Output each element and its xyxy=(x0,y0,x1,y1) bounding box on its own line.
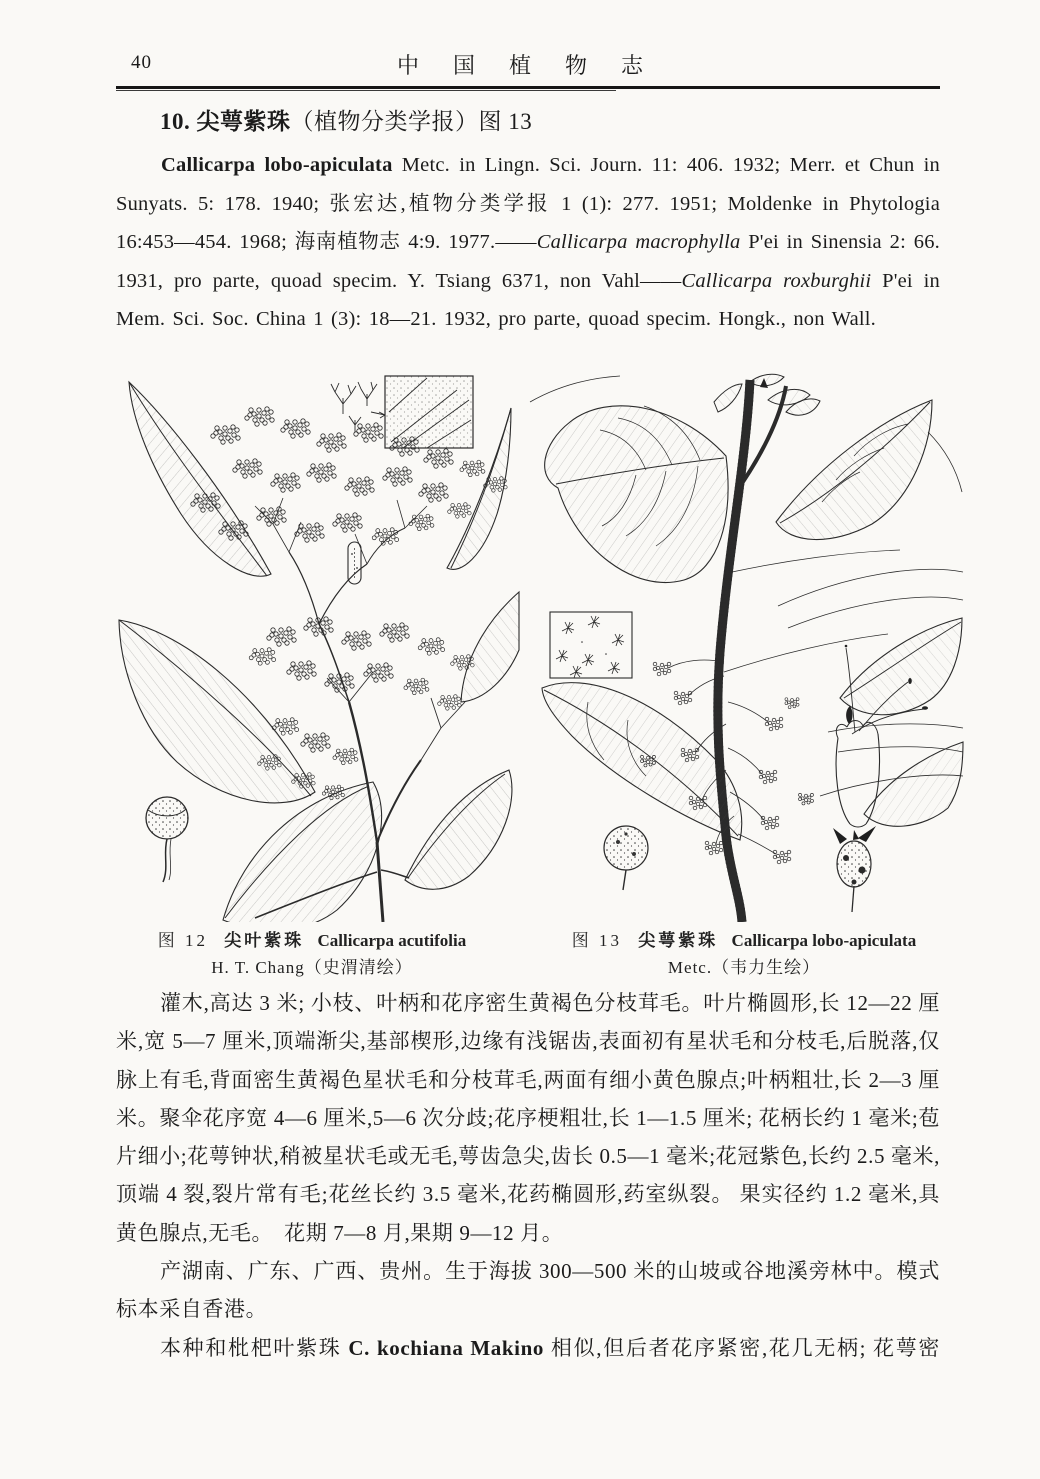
figure-13-illustration xyxy=(528,372,964,922)
leaves xyxy=(119,382,519,922)
morphology-paragraph: 灌木,高达 3 米; 小枝、叶柄和花序密生黄褐色分枝茸毛。叶片椭圆形,长 12—22 厘米,宽 5—7 厘米,顶端渐尖,基部楔形,边缘有浅锯齿,表面初有星状毛和分枝毛,后脱落,仅脉上有毛,背面密生黄褐色星状毛和分枝茸毛,两面有细小黄色腺点;叶柄粗壮,长 2—3 厘米。聚伞花序宽 4—6 厘米,5—6 次分歧;花序梗粗壮,长 1—1.5 厘米; 花柄长约 1 毫米;苞片细小;花萼钟状,稍被星状毛或无毛,萼齿急尖,齿长 0.5—1 毫米;花冠紫色,长约 2.5 毫米,顶端 4 裂,裂片常有毛;花丝长约 3.5 毫米,花药椭圆形,药室纵裂。 果实径约 1.2 毫米,具黄色腺点,无毛。 花期 7—8 月,果期 9—12 月。 xyxy=(116,991,940,1245)
description-section xyxy=(116,984,940,1367)
stellate-hair-detail-box xyxy=(550,612,632,678)
journal-title: 中国植物志 xyxy=(396,53,677,78)
figure-12-latin-name: Callicarpa acutifolia xyxy=(317,931,467,950)
figure-13-chinese-name: 尖萼紫珠 xyxy=(638,931,719,950)
figure-12-caption xyxy=(108,927,516,981)
figure-13-caption xyxy=(532,927,956,981)
figure-13-credit: Metc.（韦力生绘） xyxy=(667,958,821,977)
distribution-paragraph: 产湖南、广东、广西、贵州。生于海拔 300—500 米的山坡或谷地溪旁林中。模式标本采自香港。 xyxy=(116,1259,940,1322)
page-number: 40 xyxy=(131,52,152,73)
figure-13-latin-name: Callicarpa lobo-apiculata xyxy=(731,931,917,950)
figure-12-chinese-name: 尖叶紫珠 xyxy=(224,931,305,950)
figure-13-caption-line1 xyxy=(532,927,956,954)
comparison-paragraph: 本种和枇杷叶紫珠 C. kochiana Makino 相似,但后者花序紧密,花几无柄; 花萼密 xyxy=(160,1335,940,1360)
header-rule xyxy=(116,86,940,89)
fruit-detail xyxy=(604,826,648,890)
figure-12-label: 图 12 xyxy=(157,931,208,950)
figure-13-label: 图 13 xyxy=(571,931,623,950)
species-heading: 10. 尖萼紫珠（植物分类学报）图 13 xyxy=(160,109,533,134)
synonymy-paragraph: Callicarpa lobo-apiculata Metc. in Lingn. Sci. Journ. 11: 406. 1932; Merr. et Chun in Sunyats. 5: 178. 1940; 张宏达,植物分类学报 1 (1): 277. 1951; Moldenke in Phytologia 16:453—454. 1968; 海南植物志 4:9. 1977.——Callicarpa macrophylla P'ei in Sinensia 2: 66. 1931, pro parte, quoad specim. Y. Tsiang 6371, non Vahl——Callicarpa roxburghii P'ei in Mem. Sci. Soc. China 1 (3): 18—21. 1932, pro parte, quoad specim. Hongk., non Wall. xyxy=(116,154,948,331)
figure-12-illustration xyxy=(105,372,520,922)
figure-12-caption-line1 xyxy=(108,927,516,954)
shoot-tip-leaves xyxy=(714,374,820,415)
header-rule-shadow xyxy=(116,90,616,91)
fruit-detail xyxy=(146,797,188,882)
leaf-surface-detail-box xyxy=(385,376,473,448)
figure-12-credit: H. T. Chang（史渭清绘） xyxy=(211,958,413,977)
